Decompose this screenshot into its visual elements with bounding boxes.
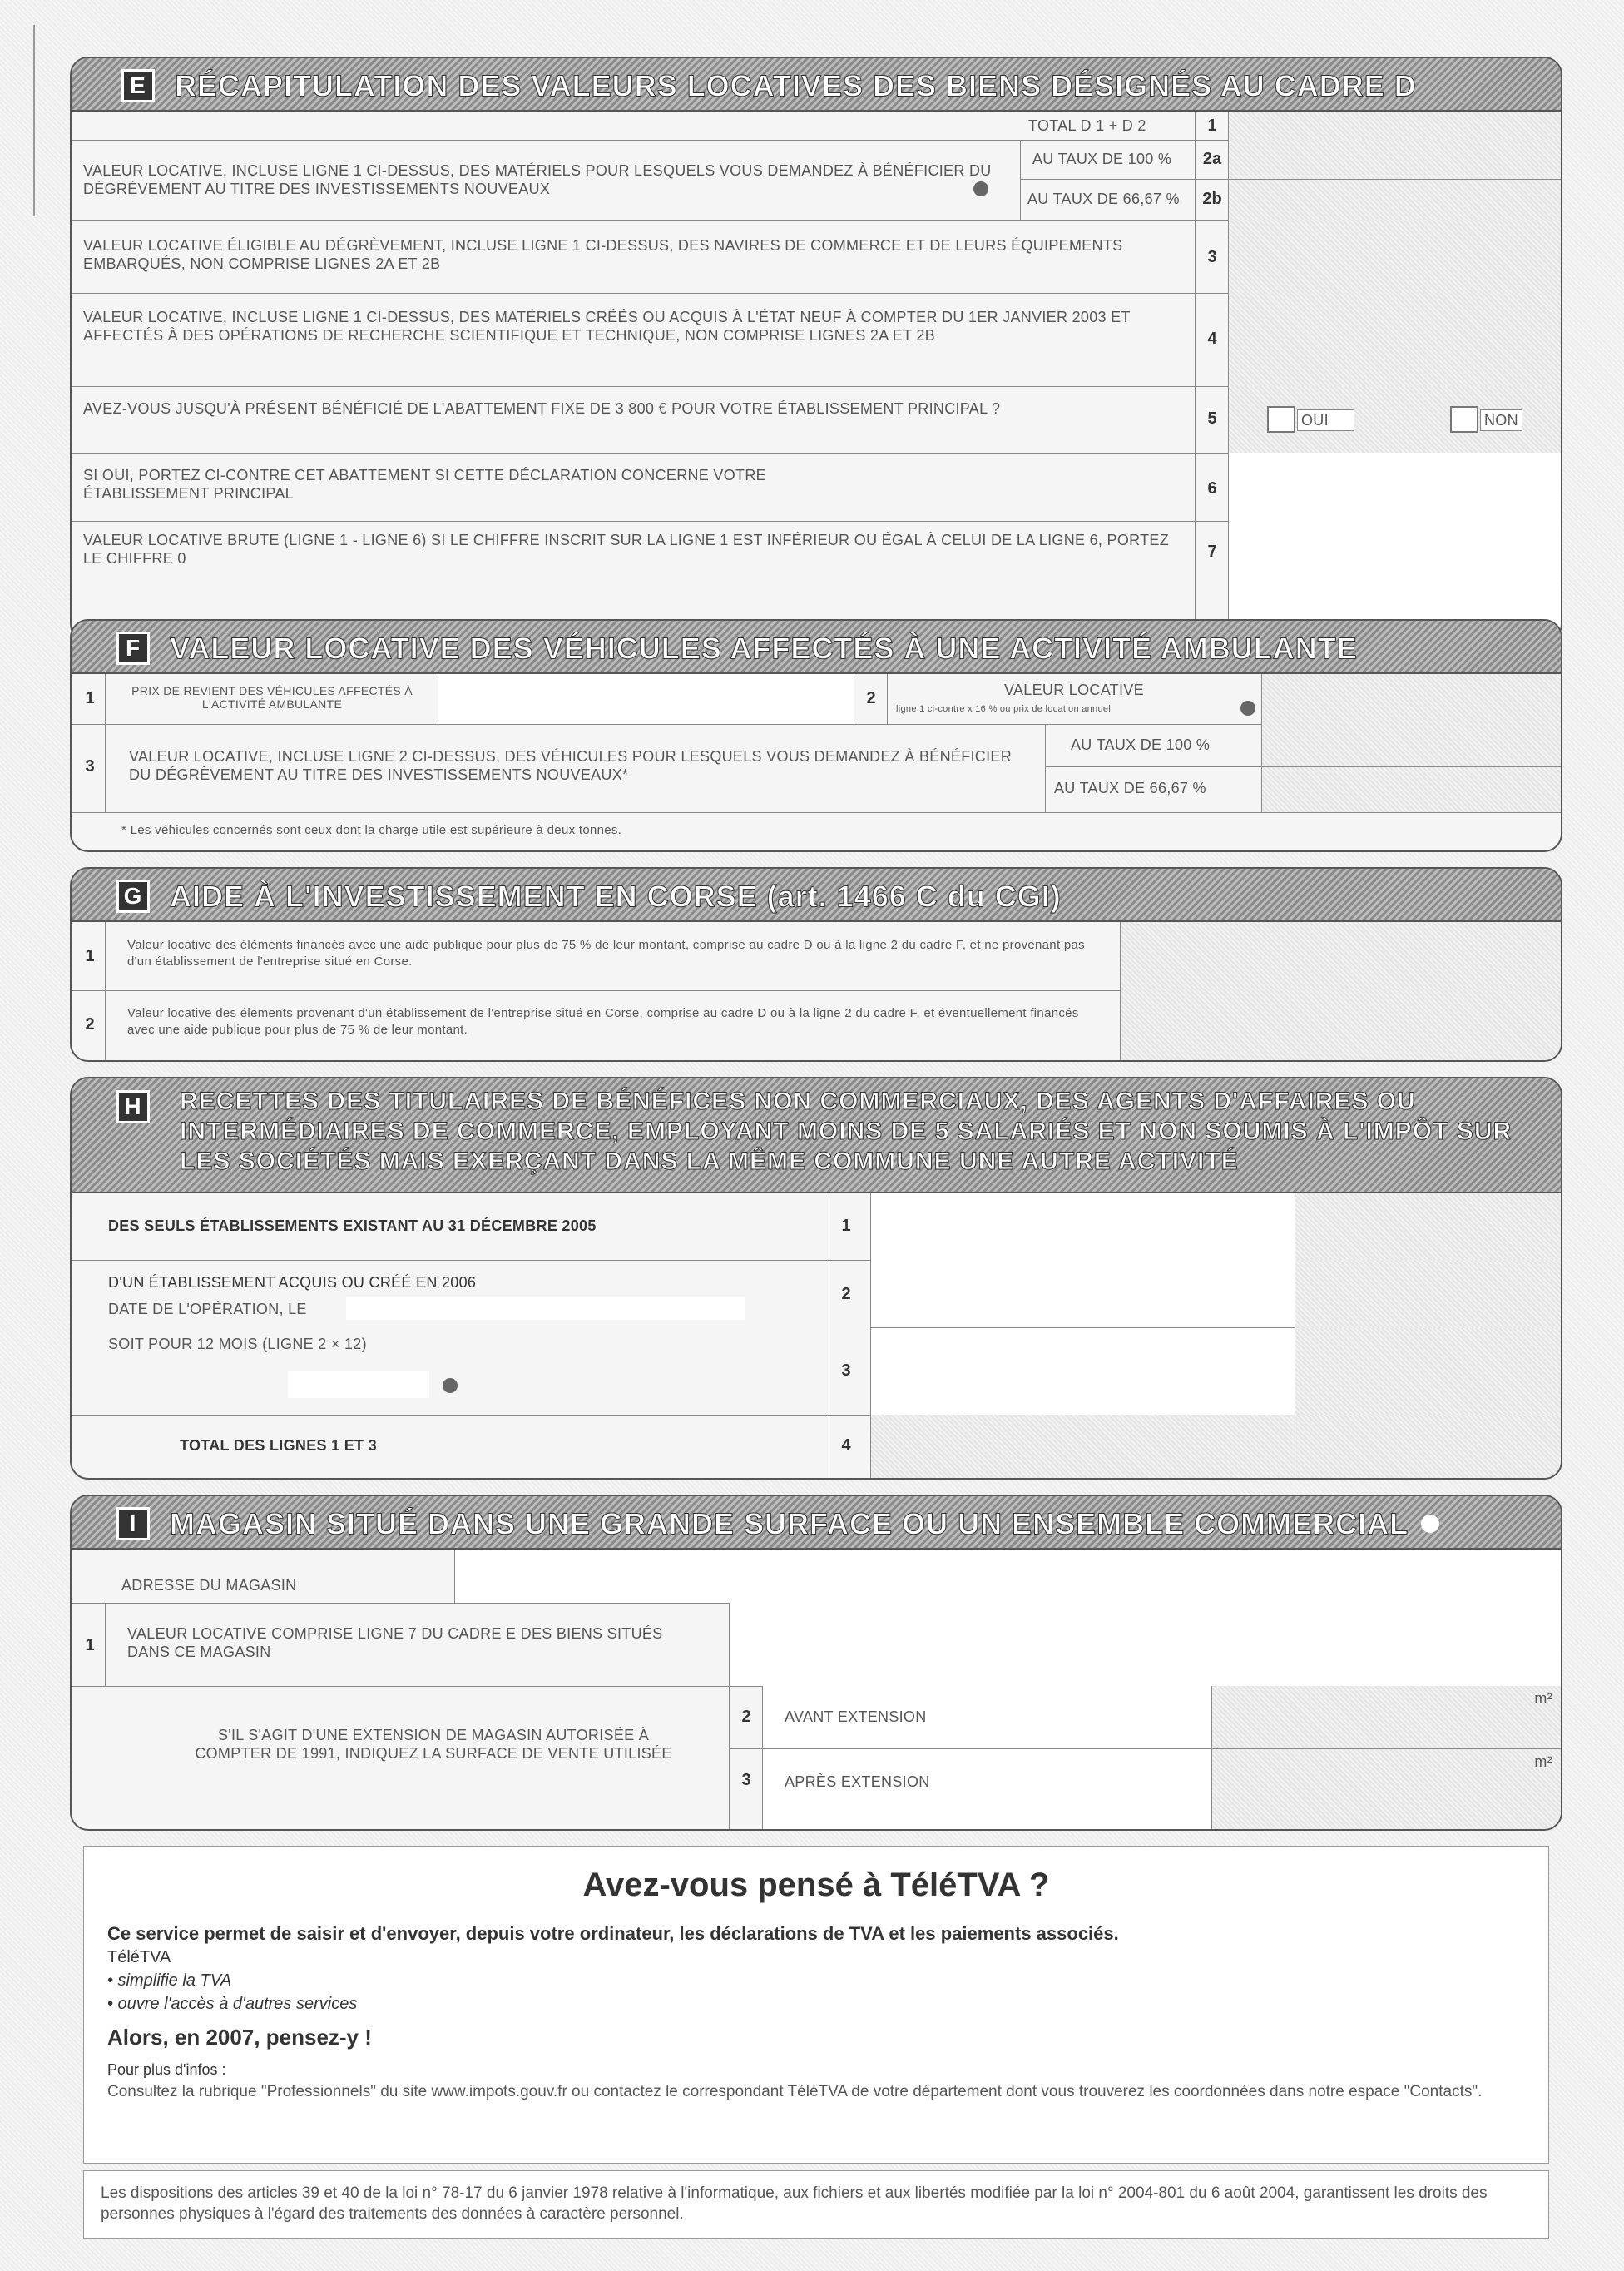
i-row-1: [72, 1603, 1561, 1687]
f-row-1-2: [72, 674, 1561, 725]
row-label: Valeur locative des éléments provenant d'un établissement de l'entreprise situé en Corse, comprise au cadre D ou à la ligne 2 du cadre F, et éventuellement financés avec une aide publique pour plus de 75 % de leur montant.: [127, 1006, 1079, 1037]
operation-date-field[interactable]: [346, 1297, 745, 1320]
g-line-2-field[interactable]: [1120, 990, 1561, 1060]
section-title: AIDE À L'INVESTISSEMENT EN CORSE (art. 1466 C du CGI): [170, 879, 1062, 914]
teletva-box: [83, 1846, 1549, 2164]
non-label: NON: [1480, 409, 1522, 431]
teletva-bullet: • ouvre l'accès à d'autres services: [107, 1995, 358, 2013]
months-field[interactable]: [288, 1371, 429, 1398]
section-letter: H: [116, 1090, 150, 1123]
row-label: VALEUR LOCATIVE, INCLUSE LIGNE 1 CI-DESSUS, DES MATÉRIELS CRÉÉS OU ACQUIS À L'ÉTAT NEUF À COMPTER DU 1ER JANVIER 2003 ET AFFECTÉS À DES OPÉRATIONS DE RECHERCHE SCIENTIFIQUE ET TECHNIQUE, NON COMPRISE LIGNES 2A ET 2B: [83, 309, 1131, 344]
section-g-header: [72, 869, 1561, 922]
row-sublabel: ligne 1 ci-contre x 16 % ou prix de location annuel: [896, 704, 1112, 714]
section-i-header: [72, 1496, 1561, 1550]
f-line-3b-field[interactable]: [1261, 767, 1561, 812]
row-label: VALEUR LOCATIVE BRUTE (LIGNE 1 - LIGNE 6) SI LE CHIFFRE INSCRIT SUR LA LIGNE 1 EST INFÉRIEUR OU ÉGAL À CELUI DE LA LIGNE 6, PORTEZ LE CHIFFRE 0: [83, 532, 1169, 567]
e-row-6: [72, 453, 1561, 522]
section-e-header: [72, 58, 1561, 112]
unit-label: m²: [1534, 1690, 1552, 1707]
line-number: 1: [85, 1636, 95, 1654]
oui-checkbox[interactable]: [1267, 406, 1295, 433]
non-checkbox[interactable]: [1450, 406, 1478, 433]
teletva-lead: Ce service permet de saisir et d'envoyer, depuis votre ordinateur, les déclarations de TVA et les paiements associés.: [107, 1923, 1119, 1944]
rate-label: AU TAUX DE 66,67 %: [1054, 780, 1206, 796]
h-line-1-field[interactable]: [870, 1193, 1295, 1260]
teletva-more: Pour plus d'infos :: [107, 2061, 226, 2078]
e-line-4-field[interactable]: [1228, 293, 1561, 386]
e-row-1: [72, 112, 1561, 141]
i-line-1-field[interactable]: [729, 1603, 1561, 1686]
line-number: 5: [1207, 409, 1217, 428]
line-number: 1: [85, 947, 95, 965]
section-letter: E: [121, 69, 155, 102]
row-label: Valeur locative des éléments financés avec une aide publique pour plus de 75 % de leur montant, comprise au cadre D ou à la ligne 2 du cadre F, et ne provenant pas d'un établissement de l'entreprise situé en Corse.: [127, 938, 1085, 969]
section-letter: G: [116, 880, 150, 913]
section-h-header: [72, 1078, 1561, 1193]
line-number: 1: [85, 689, 95, 707]
e-line-3-field[interactable]: [1228, 220, 1561, 293]
section-title: VALEUR LOCATIVE DES VÉHICULES AFFECTÉS À UNE ACTIVITÉ AMBULANTE: [170, 631, 1358, 666]
h-line-4-field[interactable]: [870, 1415, 1295, 1478]
h-row-1: [72, 1193, 1561, 1261]
section-h: [70, 1077, 1562, 1480]
h-row-4: [72, 1415, 1561, 1478]
surface-before-field[interactable]: [1211, 1686, 1561, 1749]
row-label: D'UN ÉTABLISSEMENT ACQUIS OU CRÉÉ EN 2006: [108, 1274, 477, 1291]
row-label: DES SEULS ÉTABLISSEMENTS EXISTANT AU 31 DÉCEMBRE 2005: [108, 1217, 597, 1234]
f-line-3a-field[interactable]: [1261, 724, 1561, 767]
i-address-row: [72, 1550, 1561, 1604]
f-line-1-field[interactable]: [438, 674, 854, 724]
e-row-4: [72, 293, 1561, 387]
e-line-2a-field[interactable]: [1228, 140, 1561, 180]
line-number: 7: [1207, 543, 1217, 561]
line-number: 2: [85, 1015, 95, 1034]
row-label: VALEUR LOCATIVE, INCLUSE LIGNE 1 CI-DESSUS, DES MATÉRIELS POUR LESQUELS VOUS DEMANDEZ À BÉNÉFICIER DU DÉGRÈVEMENT AU TITRE DES INVESTISSEMENTS NOUVEAUX: [83, 162, 992, 197]
f-line-2-field[interactable]: [1261, 674, 1561, 724]
line-number: 3: [841, 1361, 851, 1380]
row-label: AVEZ-VOUS JUSQU'À PRÉSENT BÉNÉFICIÉ DE L'ABATTEMENT FIXE DE 3 800 € POUR VOTRE ÉTABLISSEMENT PRINCIPAL ?: [83, 400, 1001, 417]
footnote: * Les véhicules concernés sont ceux dont la charge utile est supérieure à deux tonnes.: [121, 823, 622, 837]
row-label: VALEUR LOCATIVE ÉLIGIBLE AU DÉGRÈVEMENT, INCLUSE LIGNE 1 CI-DESSUS, DES NAVIRES DE COMMERCE ET DE LEURS ÉQUIPEMENTS EMBARQUÉS, NON COMPRISE LIGNES 2A ET 2B: [83, 237, 1123, 272]
row-label: APRÈS EXTENSION: [785, 1773, 930, 1790]
date-label: DATE DE L'OPÉRATION, LE: [108, 1301, 307, 1317]
e-row-2: [72, 140, 1561, 221]
e-row-3: [72, 220, 1561, 294]
note-marker-icon: [1421, 1515, 1439, 1533]
i-extension-rows: [72, 1686, 1561, 1829]
margin-line: [33, 25, 35, 216]
privacy-notice: [83, 2170, 1549, 2239]
rate-label: AU TAUX DE 100 %: [1071, 736, 1211, 753]
g-row-1: [72, 922, 1561, 991]
section-letter: I: [116, 1507, 150, 1540]
line-number: 2: [866, 689, 876, 707]
line-number: 2b: [1202, 190, 1222, 208]
row-label: AVANT EXTENSION: [785, 1708, 927, 1725]
rate-label: AU TAUX DE 100 %: [1032, 151, 1172, 167]
oui-label: OUI: [1297, 409, 1354, 431]
note-marker-icon: [973, 181, 988, 196]
rate-label: AU TAUX DE 66,67 %: [1027, 191, 1180, 207]
f-row-3: [72, 724, 1561, 813]
surface-after-field[interactable]: [1211, 1749, 1561, 1829]
line-number: 4: [841, 1436, 851, 1455]
row-label: VALEUR LOCATIVE, INCLUSE LIGNE 2 CI-DESSUS, DES VÉHICULES POUR LESQUELS VOUS DEMANDEZ À BÉNÉFICIER DU DÉGRÈVEMENT AU TITRE DES INVESTISSEMENTS NOUVEAUX*: [129, 748, 1012, 783]
line-number: 2: [741, 1708, 751, 1726]
e-line-1-field[interactable]: [1228, 112, 1561, 140]
e-row-5: [72, 386, 1561, 454]
extension-label: S'IL S'AGIT D'UNE EXTENSION DE MAGASIN AUTORISÉE À COMPTER DE 1991, INDIQUEZ LA SURFACE DE VENTE UTILISÉE: [195, 1727, 672, 1762]
h-row-3: [72, 1328, 1561, 1416]
row-label: VALEUR LOCATIVE: [1004, 682, 1144, 698]
row-label: TOTAL DES LIGNES 1 ET 3: [180, 1437, 377, 1454]
section-i: [70, 1495, 1562, 1831]
line-number: 1: [1207, 117, 1217, 135]
row-label: SOIT POUR 12 MOIS (LIGNE 2 × 12): [108, 1336, 367, 1352]
line-number: 3: [741, 1771, 751, 1789]
unit-label: m²: [1534, 1753, 1552, 1770]
row-label: VALEUR LOCATIVE COMPRISE LIGNE 7 DU CADRE E DES BIENS SITUÉS DANS CE MAGASIN: [127, 1625, 663, 1660]
section-f-header: [72, 621, 1561, 674]
total-label: TOTAL D 1 + D 2: [1028, 117, 1146, 134]
line-number: 4: [1207, 330, 1217, 348]
g-row-2: [72, 990, 1561, 1060]
h-row-2: [72, 1260, 1561, 1328]
section-title: RECETTES DES TITULAIRES DE BÉNÉFICES NON COMMERCIAUX, DES AGENTS D'AFFAIRES OU INTERMÉDIAIRES DE COMMERCE, EMPLOYANT MOINS DE 5 SALARIÉS ET NON SOUMIS À L'IMPÔT SUR LES SOCIÉTÉS MAIS EXERÇANT DANS LA MÊME COMMUNE UNE AUTRE ACTIVITÉ: [180, 1088, 1513, 1175]
e-line-6-field[interactable]: [1228, 453, 1561, 521]
teletva-bullet: • simplifie la TVA: [107, 1971, 232, 1990]
section-g: [70, 867, 1562, 1062]
section-f: [70, 619, 1562, 852]
teletva-cta: Alors, en 2007, pensez-y !: [107, 2025, 372, 2050]
line-number: 6: [1207, 479, 1217, 498]
e-line-2b-field[interactable]: [1228, 180, 1561, 220]
line-number: 2: [841, 1285, 851, 1303]
line-number: 1: [841, 1217, 851, 1235]
section-e: [70, 57, 1562, 642]
line-number: 3: [85, 757, 95, 776]
section-title: MAGASIN SITUÉ DANS UNE GRANDE SURFACE OU UN ENSEMBLE COMMERCIAL: [170, 1506, 1409, 1541]
teletva-title: Avez-vous pensé à TéléTVA ?: [582, 1867, 1050, 1903]
section-title: RÉCAPITULATION DES VALEURS LOCATIVES DES BIENS DÉSIGNÉS AU CADRE D: [175, 68, 1417, 103]
line-number: 3: [1207, 248, 1217, 266]
note-marker-icon: [1240, 701, 1255, 716]
privacy-text: Les dispositions des articles 39 et 40 de la loi n° 78-17 du 6 janvier 1978 relative à l'informatique, aux fichiers et aux libertés modifiée par la loi n° 2004-801 du 6 août 2004, garantissent les droits des personnes physiques à l'égard des traitements des données à caractère personnel.: [101, 2184, 1488, 2223]
row-label: PRIX DE REVIENT DES VÉHICULES AFFECTÉS À L'ACTIVITÉ AMBULANTE: [131, 684, 413, 711]
note-marker-icon: [443, 1378, 458, 1393]
g-line-1-field[interactable]: [1120, 922, 1561, 990]
section-letter: F: [116, 632, 150, 665]
teletva-info: Consultez la rubrique "Professionnels" du site www.impots.gouv.fr ou contactez le correspondant TéléTVA de votre département dont vous trouverez les coordonnées dans notre espace "Contacts".: [107, 2083, 1483, 2100]
store-address-field[interactable]: [454, 1550, 1561, 1603]
teletva-name: TéléTVA: [107, 1948, 171, 1966]
line-number: 2a: [1202, 150, 1222, 168]
h-line-2-field[interactable]: [870, 1260, 1295, 1328]
row-label: SI OUI, PORTEZ CI-CONTRE CET ABATTEMENT SI CETTE DÉCLARATION CONCERNE VOTRE ÉTABLISSEMENT PRINCIPAL: [83, 467, 766, 502]
h-line-3-field[interactable]: [870, 1328, 1295, 1415]
address-label: ADRESSE DU MAGASIN: [121, 1577, 297, 1594]
